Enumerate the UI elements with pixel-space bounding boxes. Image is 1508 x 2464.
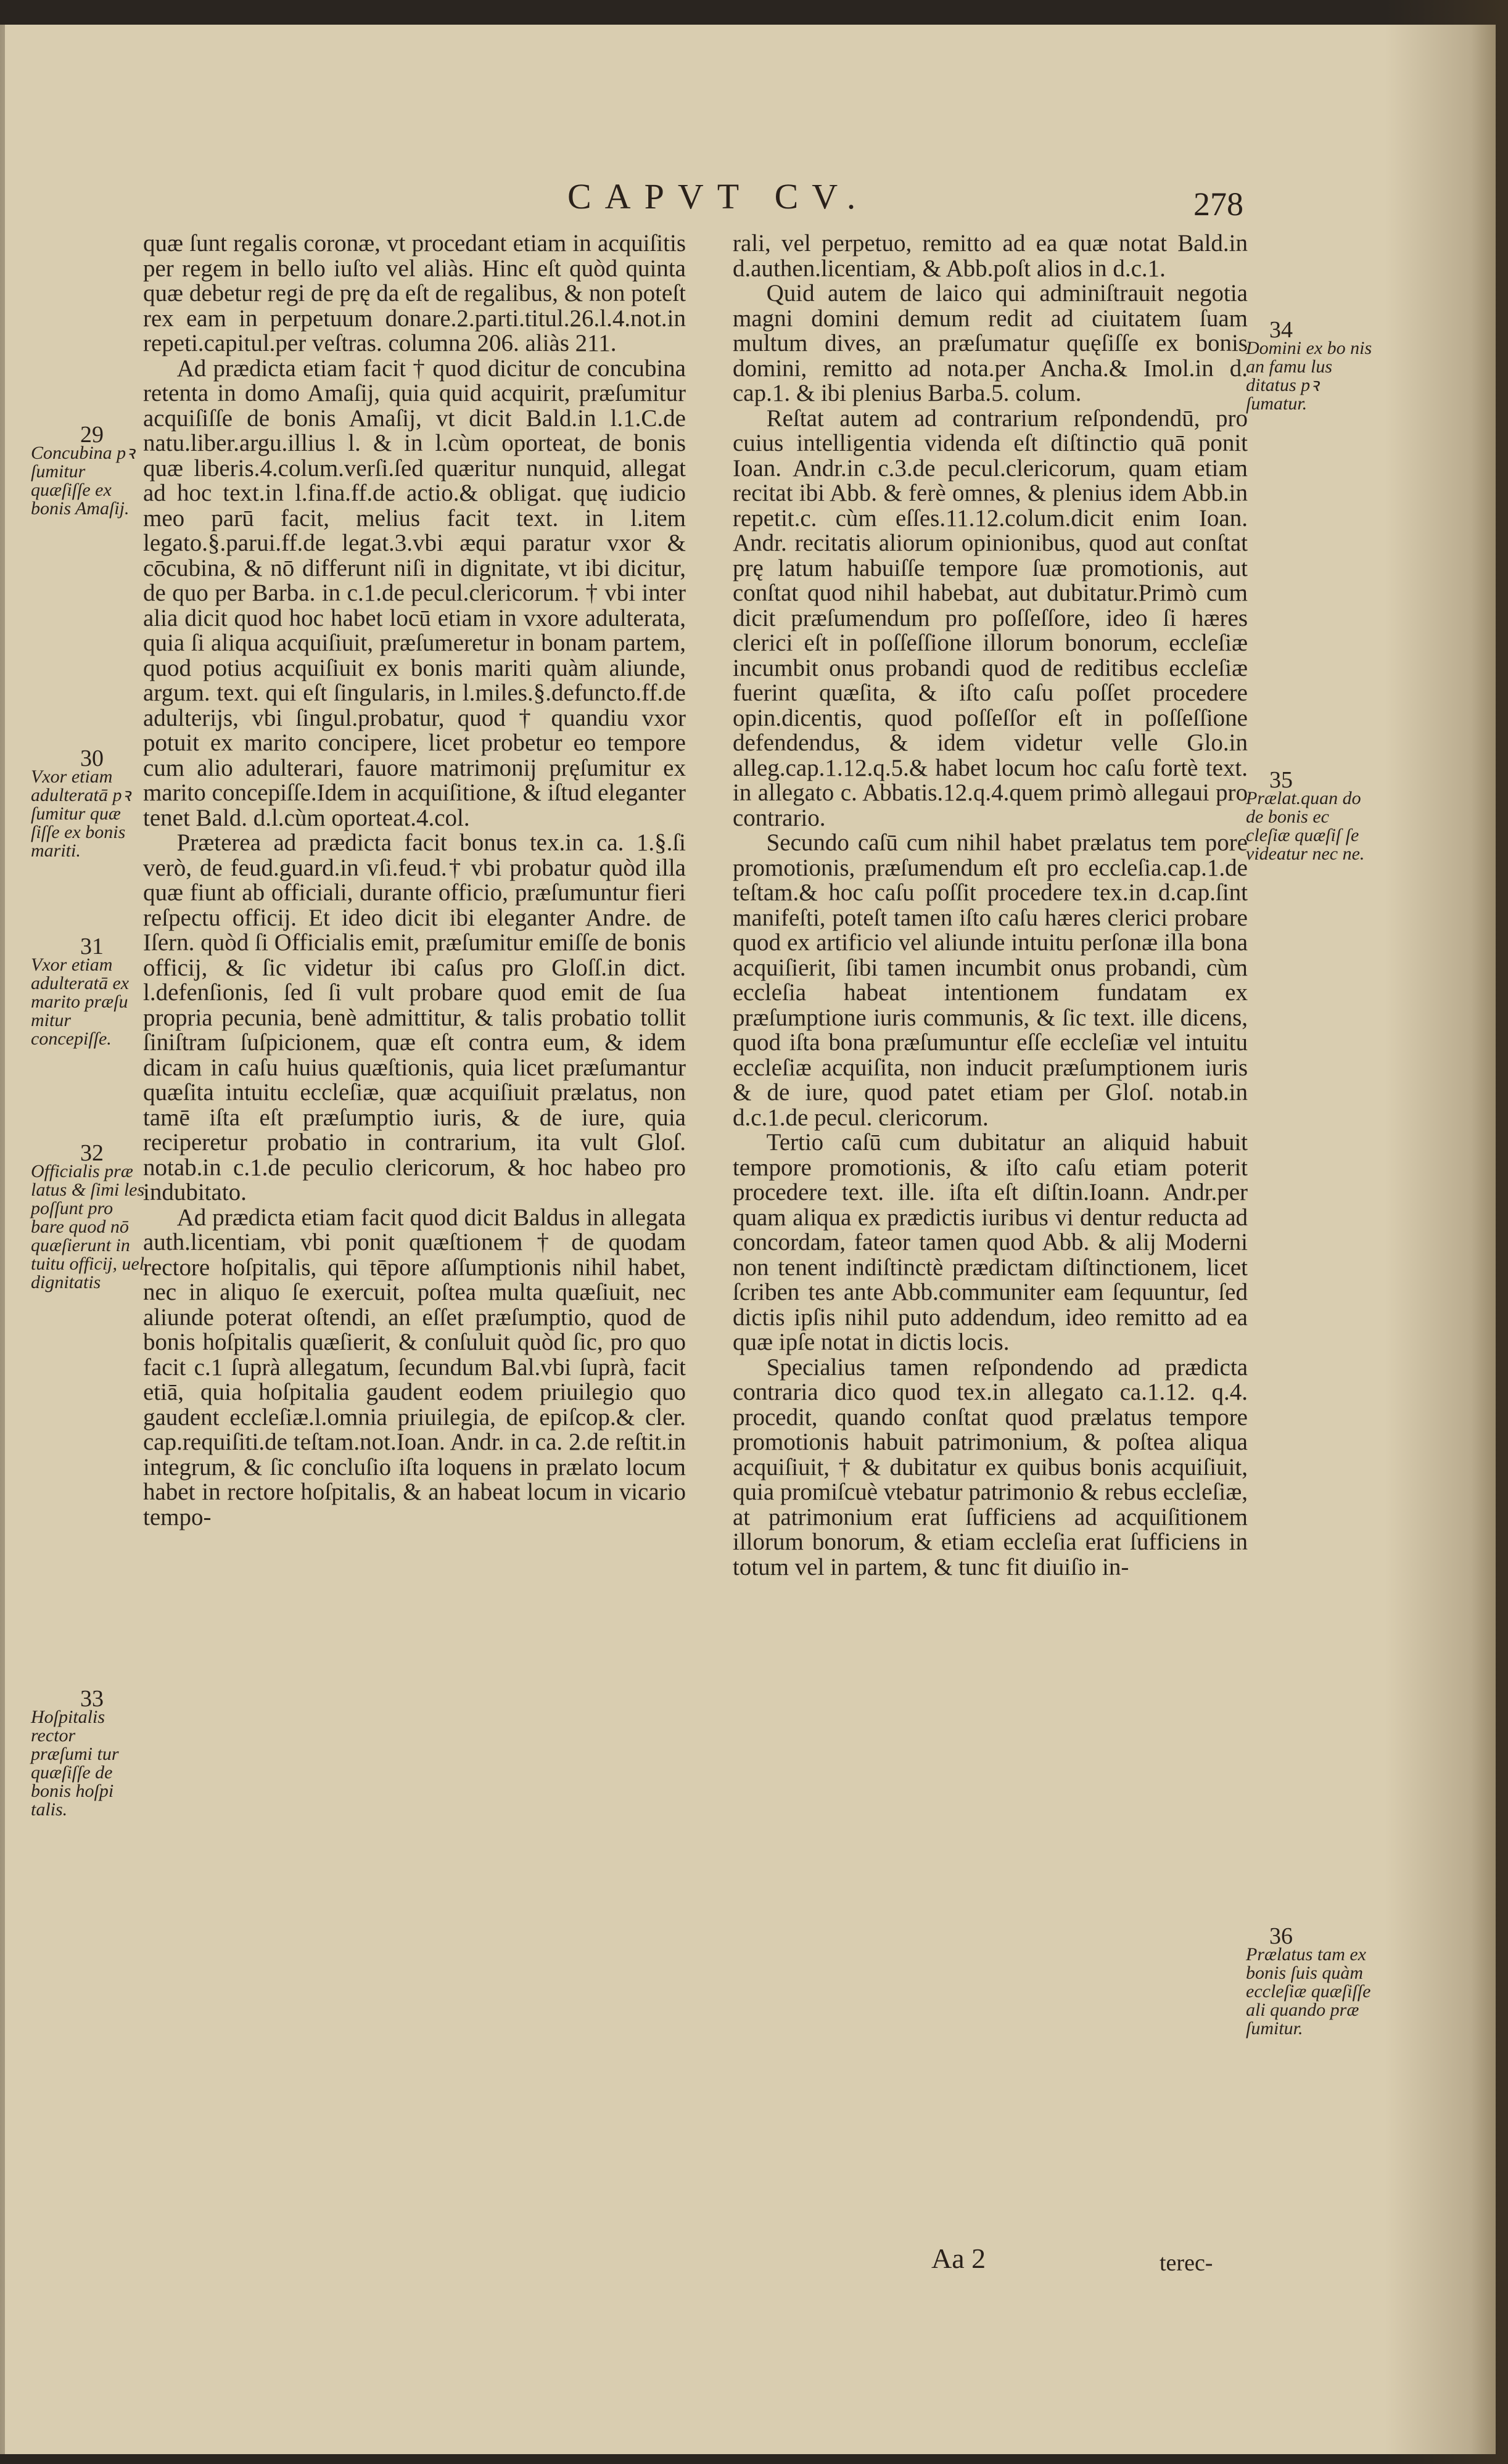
margin-note-number: 33: [80, 1686, 104, 1712]
left-text-column: [143, 231, 686, 1530]
margin-note-text: Vxor etiam adulteratā pꝛ ſumitur quæ ſiſſe ex bonis mariti.: [31, 766, 131, 861]
paragraph: Ad prædicta etiam facit quod dicit Baldus in allegata auth.licentiam, vbi ponit quæſtionem † de quodam rectore hoſpitalis, qui tēpore aſſumptionis nihil habet, nec in aliquo ſe exercuit, poſtea multa quæſiuit, nec aliunde poterat oſtendi, an eſſet præſumptio, quod de bonis hoſpitalis quæſierit, & conſuluit quòd ſic, pro quo facit c.1 ſuprà allegatum, ſecundum Bal.vbi ſuprà, facit etiā, quia hoſpitalia gaudent eodem priuilegio quo gaudent eccleſiæ.l.omnia priuilegia, de epiſcop.& cler. cap.requiſiti.de teſtam.not.Ioan. Andr. in ca. 2.de reſtit.in integrum, & ſic concluſio iſta loquens in prælato locum habet in rectore hoſpitalis, & an habeat locum in vicario tempo-: [143, 1204, 686, 1530]
margin-note: [31, 1686, 139, 1820]
paragraph: rali, vel perpetuo, remitto ad ea quæ notat Bald.in d.authen.licentiam, & Abb.poſt alios in d.c.1.: [733, 230, 1248, 282]
paragraph: Secundo caſū cum nihil habet prælatus tem pore promotionis, præſumendum eſt pro eccleſia.cap.1.de teſtam.& hoc caſu poſſit procedere tex.in d.cap.ſint manifeſti, poteſt tamen iſto caſu hæres clerici probare quod ex artificio vel aliunde intuitu perſonæ illa bona acquiſierit, ſibi tamen incumbit onus probandi, cùm eccleſia habeat intentionem fundatam ex præſumptione iuris communis, & ſic text. ille dicens, quod iſta bona præſumuntur eſſe eccleſiæ vel intuitu eccleſiæ acquiſita, non inducit præſumptionem iuris & de iure, quod patet etiam per Gloſ. notab.in d.c.1.de pecul. clericorum.: [733, 829, 1248, 1131]
margin-note: [1246, 767, 1375, 864]
margin-note-number: 35: [1269, 767, 1293, 793]
paragraph: Præterea ad prædicta facit bonus tex.in ca. 1.§.ſi verò, de feud.guard.in vſi.feud.† vbi probatur quòd illa quæ fiunt ab officiali, durante officio, præſumuntur fieri reſpectu officij. Et ideo dicit ibi eleganter Andre. de Iſern. quòd ſi Officialis emit, præſumitur emiſſe de bonis officij, & ſic videtur ibi caſus pro Gloſſ.in dict. l.defenſionis, ſed ſi vult probare quod emit de ſua propria pecunia, benè admittitur, & talis probatio tollit ſiniſtram ſuſpicionem, quæ eſt contra eum, & idem dicam in caſu huius quæſtionis, quia licet præſumantur quæſita intuitu eccleſiæ, quæ acquiſiuit prælatus, non tamē iſta eſt præſumptio iuris, & de iure, quia reciperetur probatio in contrarium, ita vult Gloſ. notab.in c.1.de peculio clericorum, & hoc habeo pro indubitato.: [143, 829, 686, 1205]
right-edge-stain: [1385, 0, 1508, 2464]
paragraph: Reſtat autem ad contrarium reſpondendū, pro cuius intelligentia videnda eſt diſtinctio quā ponit Ioan. Andr.in c.3.de pecul.clericorum, quam etiam recitat ibi Abb. & ferè omnes, & plenius idem Abb.in repetit.c. cùm eſſes.11.12.colum.dicit enim Ioan. Andr. recitatis aliorum opinionibus, quod aut conſtat prę latum habuiſſe tempore ſuæ promotionis, aut conſtat quod nihil habebat, aut dubitatur.Primò cum dicit præſumendum pro poſſeſſore, ideo ſi hæres clerici eſt in poſſeſſione illorum bonorum, eccleſiæ incumbit onus probandi quod de reditibus eccleſiæ fuerint quæſita, & iſto caſu poſſet procedere opin.dicentis, quod poſſeſſor eſt in poſſeſſione defendendus, & idem videtur velle Glo.in alleg.cap.1.12.q.5.& habet locum hoc caſu fortè text. in allegato c. Abbatis.12.q.4.quem primò allegaui pro contrario.: [733, 405, 1248, 831]
signature-mark: Aa 2: [931, 2243, 986, 2274]
margin-note-text: Hoſpitalis rector præſumi tur quæſiſſe de bonis hoſpi talis.: [31, 1707, 119, 1820]
margin-note: [1246, 317, 1375, 414]
margin-note: [31, 934, 151, 1049]
paragraph: Tertio caſū cum dubitatur an aliquid habuit tempore promotionis, & iſto caſu etiam poterit procedere text. ille. iſta eſt diſtin.Ioann. Andr.per quam aliqua ex prædictis iuribus vi dentur reducta ad concordam, fateor tamen quod Abb. & alij Moderni non tenent indiſtinctè prædictam diſtinctionem, licet ſcriben tes ante Abb.communiter eam ſequuntur, ſed dictis ipſis nihil puto addendum, ideo remitto ad ea quæ ipſe notat in dictis locis.: [733, 1129, 1248, 1355]
margin-note-number: 34: [1269, 317, 1293, 343]
paragraph: quæ ſunt regalis coronæ, vt procedant etiam in acquiſitis per regem in bello iuſto vel aliàs. Hinc eſt quòd quinta quæ debetur regi de prę da eſt de regalibus, & non poteſt rex eam in perpetuum donare.2.parti.titul.26.l.4.not.in repeti.capitul.per veſtras. columna 206. aliàs 211.: [143, 230, 686, 356]
right-text-column: [733, 231, 1248, 1580]
margin-note: [1246, 1923, 1375, 2039]
running-header: CAPVT CV.: [567, 176, 870, 216]
margin-note-number: 29: [80, 422, 104, 448]
margin-note-text: Officialis præ latus & ſimi les poſſunt pro bare quod nō quæſierunt in tuitu officij, uel dignitatis: [31, 1161, 145, 1292]
margin-note-text: Domini ex bo nis an famu lus ditatus pꝛ ſumatur.: [1246, 338, 1372, 414]
margin-note-number: 31: [80, 934, 104, 959]
margin-note-text: Prælat.quan do de bonis ec cleſiæ quæſiſ ſe videatur nec ne.: [1246, 788, 1365, 864]
margin-note-number: 32: [80, 1140, 104, 1166]
margin-note: [31, 745, 151, 861]
paragraph: Ad prædicta etiam facit † quod dicitur de concubina retenta in domo Amaſij, quia quid acquirit, præſumitur acquiſiſſe de bonis Amaſij, vt dicit Bald.in l.1.C.de natu.liber.argu.illius l. & in l.cùm oporteat, de bonis quæ liberis.4.colum.verſi.ſed quæritur nunquid, allegat ad hoc text.in l.fina.ff.de actio.& obligat. quę iudicio meo parū facit, melius facit text. in l.item legato.§.parui.ff.de legat.3.vbi æqui paratur vxor & cōcubina, & nō differunt niſi in dignitate, vt ibi dicitur, de quo per Barba. in c.1.de pecul.clericorum. † vbi inter alia dicit quod hoc habet locū etiam in vxore adulterata, quia ſi aliqua acquiſiuit, præſumeretur in bonam partem, quod potius acquiſiuit ex bonis mariti quàm aliunde, argum. text. qui eſt ſingularis, in l.miles.§.defuncto.ff.de adulterijs, vbi ſingul.probatur, quod † quandiu vxor potuit ex marito concipere, licet probetur eo tempore cum alio adulterari, fauore matrimonij pręſumitur ex marito concepiſſe.Idem in acquiſitione, & iſtud eleganter tenet Bald. d.l.cùm oporteat.4.col.: [143, 355, 686, 831]
paragraph: Specialius tamen reſpondendo ad prædicta contraria dico quod tex.in allegato ca.1.12. q.4. procedit, quando conſtat quod prælatus tempore promotionis habuit patrimonium, & poſtea aliqua acquiſiuit, † & dubitatur ex quibus bonis acquiſiuit, quia promiſcuè vtebatur patrimonio & rebus eccleſiæ, at patrimonium erat ſufficiens ad acquiſitionem illorum bonorum, & etiam eccleſia erat ſufficiens in totum vel in partem, & tunc fit diuiſio in-: [733, 1353, 1248, 1580]
margin-note-text: Concubina pꝛ ſumitur quæſiſſe ex bonis Amaſij.: [31, 443, 135, 519]
folio-number: 278: [1193, 186, 1243, 223]
margin-note-text: Vxor etiam adulteratā ex marito præſu mitur concepiſſe.: [31, 955, 130, 1049]
catchword: terec-: [1160, 2250, 1213, 2276]
margin-note: [31, 1140, 148, 1292]
margin-note: [31, 422, 139, 519]
paragraph: Quid autem de laico qui adminiſtrauit negotia magni domini demum redit ad ciuitatem ſuam multum dives, an præſumatur quęſiſſe ex bonis domini, remitto ad nota.per Ancha.& Imol.in d. cap.1. & ibi plenius Barba.5. colum.: [733, 280, 1248, 406]
margin-note-number: 36: [1269, 1923, 1293, 1949]
margin-note-text: Prælatus tam ex bonis ſuis quàm eccleſiæ quæſiſſe ali quando præ ſumitur.: [1246, 1944, 1371, 2039]
margin-note-number: 30: [80, 745, 104, 771]
